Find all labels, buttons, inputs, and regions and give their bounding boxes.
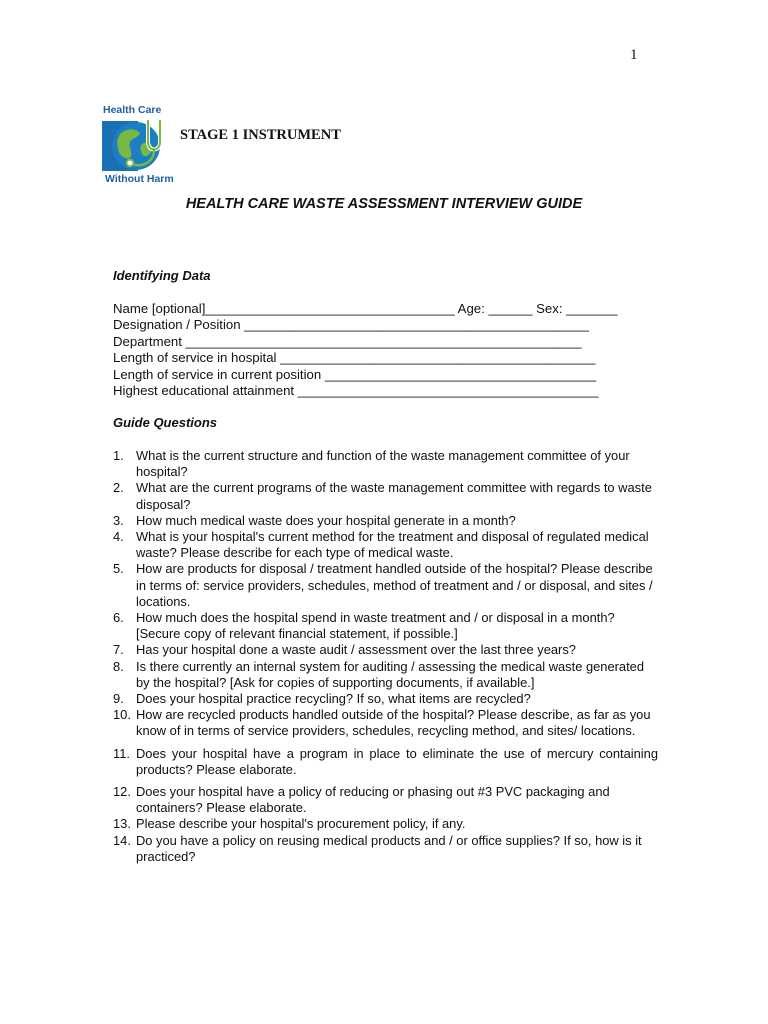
guide-questions-list — [113, 448, 658, 865]
list-item — [113, 448, 658, 480]
stage-label: STAGE 1 INSTRUMENT — [180, 127, 341, 143]
question-text: Does your hospital have a program in place to eliminate the use of mercury containing products? Please elaborate. — [136, 745, 658, 777]
question-number: 12. — [113, 784, 131, 800]
list-item — [113, 480, 658, 512]
list-item — [113, 784, 658, 816]
question-text: How are recycled products handled outside of the hospital? Please describe, as far as you know of in terms of service providers, schedules, recycling method, and sites/ locations. — [136, 707, 651, 739]
question-number: 8. — [113, 658, 124, 674]
logo-text-bottom: Without Harm — [105, 173, 174, 185]
question-number: 3. — [113, 512, 124, 528]
document-title: HEALTH CARE WASTE ASSESSMENT INTERVIEW GUIDE — [185, 196, 583, 212]
question-text: What is your hospital's current method for the treatment and disposal of regulated medical waste? Please describe for each type of medical waste. — [136, 529, 649, 561]
length-of-service-hospital-field: Length of service in hospital ___________________________________________ — [113, 350, 596, 366]
question-number: 10. — [113, 707, 131, 723]
educational-attainment-field: Highest educational attainment _________________________________________ — [113, 383, 599, 399]
identifying-data-fields — [113, 301, 658, 399]
question-number: 9. — [113, 691, 124, 707]
department-field: Department ______________________________________________________ — [113, 333, 582, 349]
health-care-without-harm-logo — [102, 104, 176, 186]
question-text: Does your hospital practice recycling? If so, what items are recycled? — [136, 691, 531, 707]
question-text: Does your hospital have a policy of reducing or phasing out #3 PVC packaging and containers? Please elaborate. — [136, 784, 610, 816]
list-item — [113, 691, 658, 707]
list-item — [113, 610, 658, 642]
question-text: Please describe your hospital's procurement policy, if any. — [136, 816, 466, 832]
list-item — [113, 707, 658, 739]
question-number: 13. — [113, 816, 131, 832]
name-age-sex-field: Name [optional]__________________________________ Age: ______ Sex: _______ — [113, 301, 618, 316]
page-number: 1 — [630, 47, 638, 63]
question-number: 2. — [113, 480, 124, 496]
list-item — [113, 513, 658, 529]
list-item — [113, 816, 658, 832]
list-item — [113, 659, 658, 691]
question-text: What are the current programs of the waste management committee with regards to waste disposal? — [136, 480, 652, 512]
question-number: 7. — [113, 642, 124, 658]
question-text: How much does the hospital spend in waste treatment and / or disposal in a month? [Secure copy of relevant financial statement, if possible.] — [136, 610, 615, 642]
question-text: How much medical waste does your hospital generate in a month? — [136, 512, 516, 528]
question-text: What is the current structure and function of the waste management committee of your hospital? — [136, 448, 630, 480]
question-text: Do you have a policy on reusing medical products and / or office supplies? If so, how is it practiced? — [136, 832, 642, 864]
identifying-data-heading: Identifying Data — [113, 268, 211, 283]
logo-text-top: Health Care — [103, 104, 162, 116]
question-number: 14. — [113, 832, 131, 848]
question-number: 11. — [113, 745, 130, 761]
question-number: 6. — [113, 610, 124, 626]
question-number: 4. — [113, 529, 124, 545]
globe-stethoscope-icon — [102, 118, 172, 172]
question-number: 5. — [113, 561, 124, 577]
question-number: 1. — [113, 448, 124, 463]
question-text: How are products for disposal / treatment handled outside of the hospital? Please describe in terms of: service providers, schedules, method of treatment and / or disposal, and sites / locations. — [136, 561, 653, 609]
list-item — [113, 561, 658, 610]
question-text: Has your hospital done a waste audit / assessment over the last three years? — [136, 642, 576, 658]
list-item — [113, 746, 658, 778]
length-of-service-position-field: Length of service in current position _____________________________________ — [113, 366, 597, 382]
guide-questions-heading: Guide Questions — [113, 415, 218, 430]
list-item — [113, 529, 658, 561]
designation-field: Designation / Position _______________________________________________ — [113, 317, 589, 333]
list-item — [113, 833, 658, 865]
question-text: Is there currently an internal system for auditing / assessing the medical waste generated by the hospital? [Ask for copies of supporting documents, if available.] — [136, 658, 645, 690]
list-item — [113, 642, 658, 658]
